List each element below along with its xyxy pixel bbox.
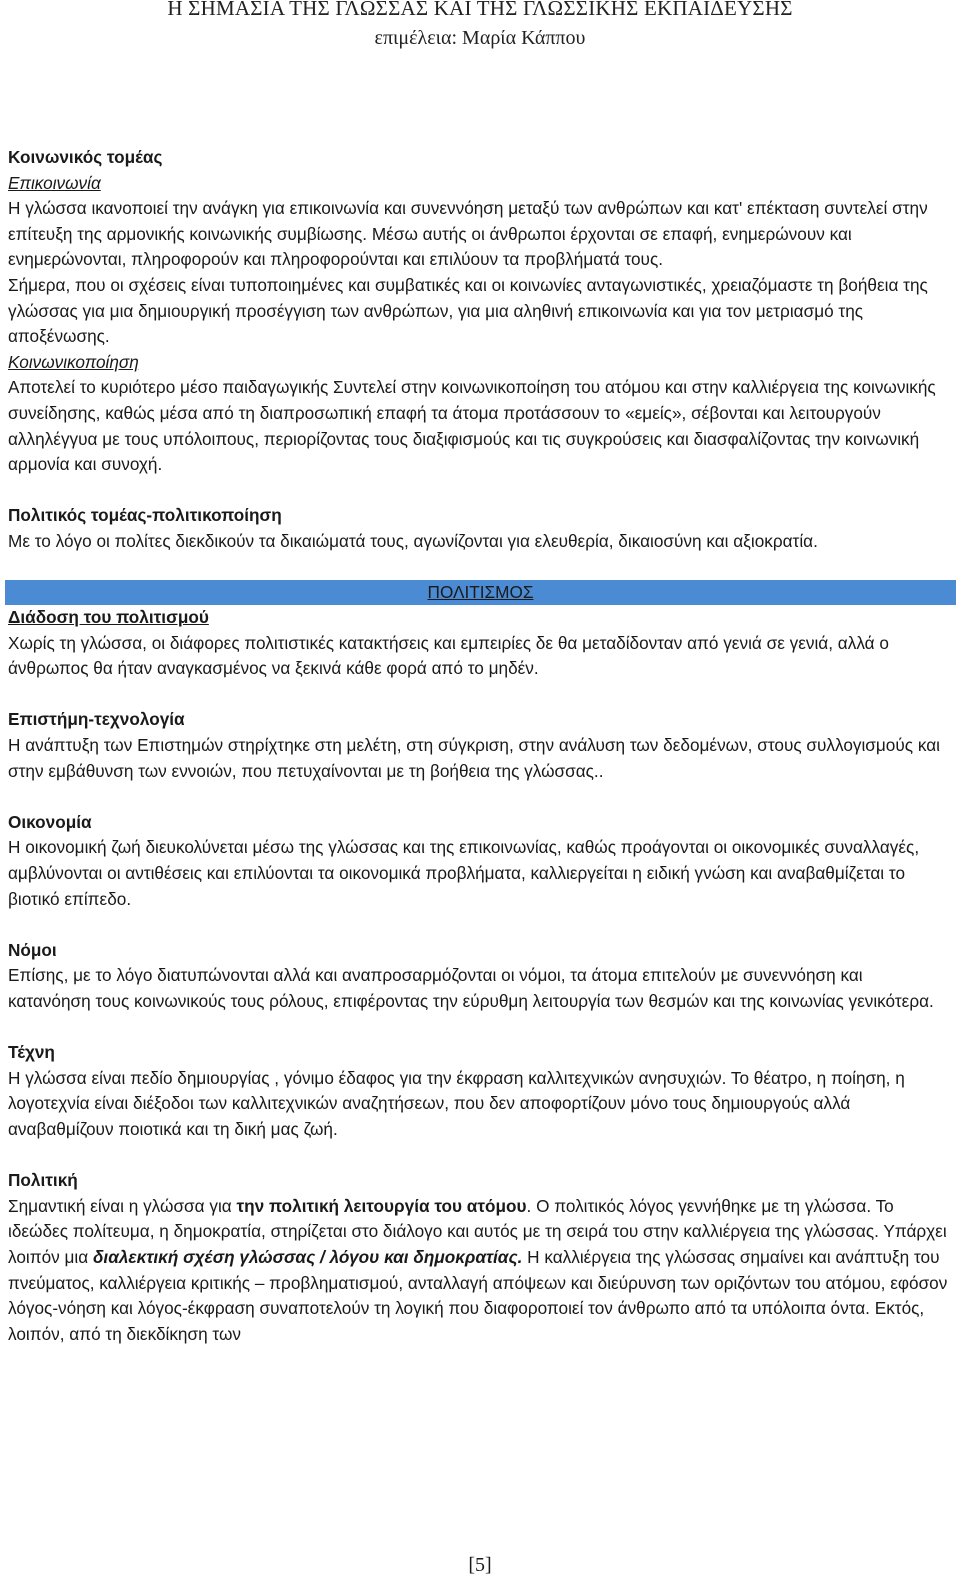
politics-text-3: Η καλλιέργεια της γλώσσας σημαίνει και ανάπτυξη του πνεύματος, καλλιέργεια κριτικής – προβληματισμού, ανταλλαγή απόψεων και διεύρυνση των οριζόντων του ατόμου, εφόσον λόγος-νόηση και λόγος-έκφραση συναποτελούν τη λογική που διαφοροποιεί τον άνθρωπο από τα υπόλοιπα όντα. Εκτός, λοιπόν, από τη διεκδίκηση των xyxy=(8,1246,948,1344)
paragraph-diffusion: Χωρίς τη γλώσσα, οι διάφορες πολιτιστικές κατακτήσεις και εμπειρίες δε θα μεταδίδονταν από γενιά σε γενιά, αλλά ο άνθρωπος θα ήταν αναγκασμένος να ξεκινά κάθε φορά από το μηδέν. xyxy=(8,632,889,679)
paragraph-politics xyxy=(8,1194,950,1348)
spacer xyxy=(8,478,950,504)
spacer xyxy=(8,555,950,581)
section-heading-social: Κοινωνικός τομέας xyxy=(8,147,163,167)
paragraph-laws: Επίσης, με το λόγο διατυπώνονται αλλά και αναπροσαρμόζονται οι νόμοι, τα άτομα επιτελούν με συνεννόηση και κατανόηση τους κοινωνικούς τους ρόλους, επιφέροντας την εύρυθμη λειτουργία των θεσμών και της κοινωνίας γενικότερα. xyxy=(8,965,934,1011)
section-heading-political: Πολιτικός τομέας-πολιτικοποίηση xyxy=(8,505,282,526)
spacer xyxy=(8,784,950,810)
paragraph-economy: Η οικονομική ζωή διευκολύνεται μέσω της γλώσσας και της επικοινωνίας, καθώς προάγονται οι οικονομικές συναλλαγές, αμβλύνονται οι αντιθέσεις και επιλύονται τα οικονομικά προβλήματα, καλλιεργείται η ειδική γνώση και αναβαθμίζεται το βιοτικό επίπεδο. xyxy=(8,837,920,909)
page-number: [5] xyxy=(468,1554,492,1576)
document-title: Η ΣΗΜΑΣΙΑ ΤΗΣ ΓΛΩΣΣΑΣ ΚΑΙ ΤΗΣ ΓΛΩΣΣΙΚΗΣ ΕΚΠΑΙΔΕΥΣΗΣ xyxy=(167,0,793,20)
spacer xyxy=(8,912,950,938)
subheading-socialization: Κοινωνικοποίηση xyxy=(8,351,139,372)
heading-laws: Νόμοι xyxy=(8,939,57,960)
paragraph-art: Η γλώσσα είναι πεδίο δημιουργίας , γόνιμο έδαφος για την έκφραση καλλιτεχνικών ανησυχιών. Το θέατρο, η ποίηση, η λογοτεχνία είναι διέξοδοι των καλλιτεχνικών αναζητήσεων, που δεν αποφορτίζουν μόνο τους δημιουργούς αλλά αναβαθμίζουν ποιοτικά και τη δική μας ζωή. xyxy=(8,1067,905,1139)
paragraph-political: Με το λόγο οι πολίτες διεκδικούν τα δικαιώματά τους, αγωνίζονται για ελευθερία, δικαιοσύνη και αξιοκρατία. xyxy=(8,530,818,551)
page-header xyxy=(0,0,960,51)
spacer xyxy=(8,682,950,708)
culture-banner xyxy=(5,580,956,605)
paragraph-communication-1: Η γλώσσα ικανοποιεί την ανάγκη για επικοινωνία και συνεννόηση μεταξύ των ανθρώπων και κατ' επέκταση συντελεί στην επίτευξη της αρμονικής κοινωνικής συμβίωσης. Μέσω αυτής οι άνθρωποι έρχονται σε επαφή, ενημερώνουν και ενημερώνονται, πληροφορούν και πληροφορούνται και επιλύουν τα προβλήματά τους. xyxy=(8,198,928,270)
spacer xyxy=(8,1143,950,1169)
politics-text-2: . Ο πολιτικός λόγος γεννήθηκε με τη γλώσσα. Το ιδεώδες πολίτευμα, η δημοκρατία, στηρίζεται στο διάλογο και αυτός με τη σειρά του στην καλλιέργεια της γλώσσας. Υπάρχει λοιπόν μια xyxy=(8,1195,947,1267)
heading-politics: Πολιτική xyxy=(8,1170,78,1191)
spacer xyxy=(8,1015,950,1041)
politics-bold-1: την πολιτική λειτουργία του ατόμου xyxy=(236,1195,527,1216)
subheading-communication: Επικοινωνία xyxy=(8,172,101,193)
heading-science: Επιστήμη-τεχνολογία xyxy=(8,709,185,730)
paragraph-socialization: Αποτελεί το κυριότερο μέσο παιδαγωγικής Συντελεί στην κοινωνικοποίηση του ατόμου και στην καλλιέργεια της κοινωνικής συνείδησης, καθώς μέσα από τη διαπροσωπική επαφή τα άτομα προτάσσουν το «εμείς», σέβονται και λειτουργούν αλληλέγγυα με τους υπόλοιπους, περιορίζοντας τους διαξιφισμούς και τις συγκρούσεις και διασφαλίζοντας την κοινωνική αρμονία και συνοχή. xyxy=(8,377,936,475)
page-content xyxy=(8,145,950,1347)
culture-banner-label: ΠΟΛΙΤΙΣΜΟΣ xyxy=(427,582,534,603)
politics-bold-italic: διαλεκτική σχέση γλώσσας / λόγου και δημοκρατίας. xyxy=(92,1246,523,1267)
heading-art: Τέχνη xyxy=(8,1042,55,1063)
politics-text-1: Σημαντική είναι η γλώσσα για xyxy=(8,1195,237,1216)
document-subtitle: επιμέλεια: Μαρία Κάππου xyxy=(374,27,586,49)
paragraph-communication-2: Σήμερα, που οι σχέσεις είναι τυποποιημένες και συμβατικές και οι κοινωνίες ανταγωνιστικές, χρειαζόμαστε τη βοήθεια της γλώσσας για μια δημιουργική προσέγγιση των ανθρώπων, για μια αληθινή επικοινωνία και για τον μετριασμό της αποξένωσης. xyxy=(8,274,928,347)
heading-economy: Οικονομία xyxy=(8,811,92,832)
paragraph-science: Η ανάπτυξη των Επιστημών στηρίχτηκε στη μελέτη, στη σύγκριση, στην ανάλυση των δεδομένων, στους συλλογισμούς και στην εμβάθυνση των εννοιών, που πετυχαίνονται με τη βοήθεια της γλώσσας.. xyxy=(8,735,940,781)
heading-diffusion: Διάδοση του πολιτισμού xyxy=(8,607,209,628)
